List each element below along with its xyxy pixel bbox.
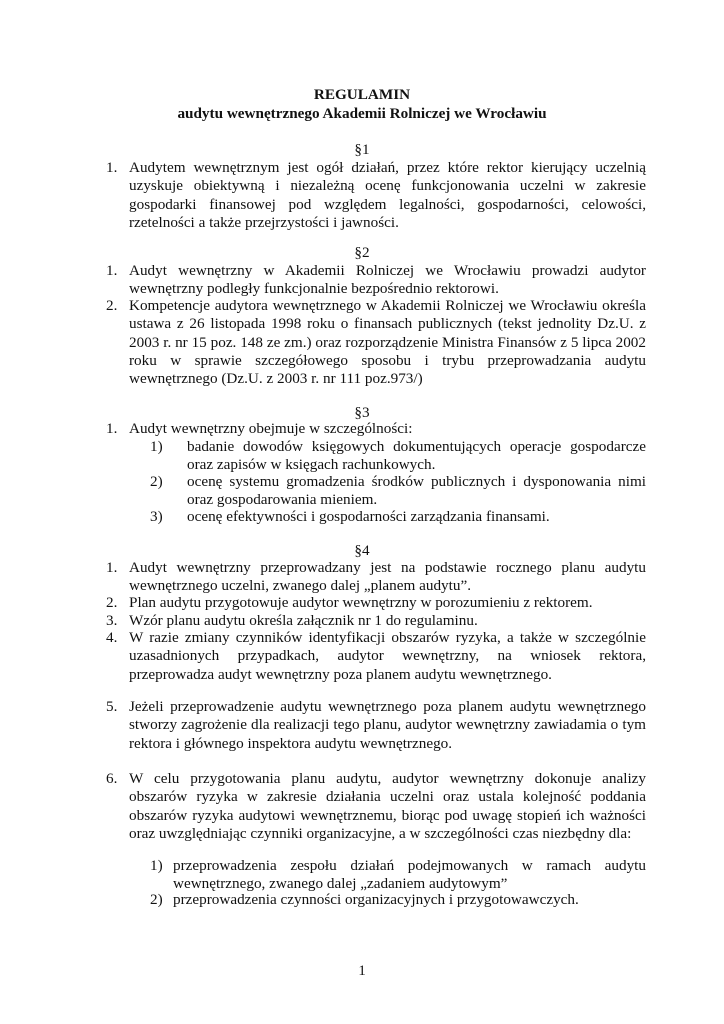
document-title: REGULAMIN <box>313 86 411 103</box>
list-item <box>106 559 646 596</box>
item-number: 4. <box>106 629 118 646</box>
sub-list-item <box>150 473 646 510</box>
item-number: 5. <box>106 698 118 715</box>
list-item <box>106 297 646 388</box>
sub-list-item <box>150 508 646 526</box>
item-text: W razie zmiany czynników identyfikacji obszarów ryzyka, a także w szczególnie uzasadnionych przypadkach, audytor wewnętrzny, na wniosek rektora, przeprowadza audyt wewnętrzny poza planem audytu wewnętrznego. <box>129 629 646 683</box>
item-number: 2. <box>106 297 118 314</box>
item-number: 1. <box>106 159 118 176</box>
page-number: 1 <box>358 962 366 979</box>
subitem-text: przeprowadzenia czynności organizacyjnych i przygotowawczych. <box>173 891 579 908</box>
section-mark-3: §3 <box>354 404 370 421</box>
subitem-number: 2) <box>150 473 163 490</box>
list-item <box>106 698 646 753</box>
item-number: 2. <box>106 594 118 611</box>
sub-list-item <box>150 438 646 475</box>
subitem-number: 1) <box>150 857 163 874</box>
subitem-number: 1) <box>150 438 163 455</box>
item-text: W celu przygotowania planu audytu, audytor wewnętrzny dokonuje analizy obszarów ryzyka w zakresie działania uczelni oraz ustala kolejność poddania obszarów ryzyka audytowi wewnętrznemu, biorąc pod uwagę stopień ich ważności oraz uwzględniając czynniki organizacyjne, a w szczególności czas niezbędny dla: <box>129 770 646 842</box>
list-item <box>106 159 646 232</box>
section-mark-2: §2 <box>354 244 370 261</box>
item-text: Audytem wewnętrznym jest ogół działań, przez które rektor kierujący uczelnią uzyskuje obiektywną i niezależną ocenę funkcjonowania uczelni w zakresie gospodarki finansowej pod względem legalności, gospodarności, celowości, rzetelności a także przejrzystości i jawności. <box>129 159 646 231</box>
sub-list-item <box>150 857 646 894</box>
subitem-text: ocenę efektywności i gospodarności zarządzania finansami. <box>187 508 550 525</box>
subitem-number: 3) <box>150 508 163 525</box>
item-number: 1. <box>106 262 118 279</box>
item-text: Wzór planu audytu określa załącznik nr 1 do regulaminu. <box>129 612 478 629</box>
subitem-text: ocenę systemu gromadzenia środków publicznych i dysponowania nimi oraz gospodarowania mieniem. <box>187 473 646 509</box>
item-number: 1. <box>106 559 118 576</box>
list-item <box>106 594 646 612</box>
section-mark-1: §1 <box>354 141 370 158</box>
item-text: Audyt wewnętrzny przeprowadzany jest na podstawie rocznego planu audytu wewnętrznego uczelni, zwanego dalej „planem audytu”. <box>129 559 646 595</box>
item-text: Jeżeli przeprowadzenie audytu wewnętrznego poza planem audytu wewnętrznego stworzy zagrożenie dla realizacji tego planu, audytor wewnętrzny zawiadamia o tym rektora i głównego inspektora audytu wewnętrznego. <box>129 698 646 752</box>
item-number: 1. <box>106 420 118 437</box>
subitem-text: badanie dowodów księgowych dokumentujących operacje gospodarcze oraz zapisów w księgach rachunkowych. <box>187 438 646 474</box>
item-text: Kompetencje audytora wewnętrznego w Akademii Rolniczej we Wrocławiu określa ustawa z 26 listopada 1998 roku o finansach publicznych (tekst jednolity Dz.U. z 2003 r. nr 15 poz. 148 ze zm.) oraz rozporządzenie Ministra Finansów z 5 lipca 2002 roku w sprawie szczegółowego sposobu i trybu przeprowadzania audytu wewnętrznego (Dz.U. z 2003 r. nr 111 poz.973/) <box>129 297 646 388</box>
section-mark-4: §4 <box>354 542 370 559</box>
list-item <box>106 629 646 684</box>
list-item <box>106 770 646 843</box>
item-text: Plan audytu przygotowuje audytor wewnętrzny w porozumieniu z rektorem. <box>129 594 593 611</box>
list-item <box>106 612 646 630</box>
document-subtitle: audytu wewnętrznego Akademii Rolniczej we Wrocławiu <box>177 105 547 122</box>
item-number: 3. <box>106 612 118 629</box>
subitem-text: przeprowadzenia zespołu działań podejmowanych w ramach audytu wewnętrznego, zwanego dalej „zadaniem audytowym” <box>173 857 646 893</box>
list-item <box>106 262 646 299</box>
subitem-number: 2) <box>150 891 163 908</box>
item-text: Audyt wewnętrzny obejmuje w szczególności: <box>129 420 413 437</box>
sub-list-item <box>150 891 646 909</box>
list-item <box>106 420 646 438</box>
item-text: Audyt wewnętrzny w Akademii Rolniczej we Wrocławiu prowadzi audytor wewnętrzny podległy funkcjonalnie bezpośrednio rektorowi. <box>129 262 646 298</box>
item-number: 6. <box>106 770 118 787</box>
